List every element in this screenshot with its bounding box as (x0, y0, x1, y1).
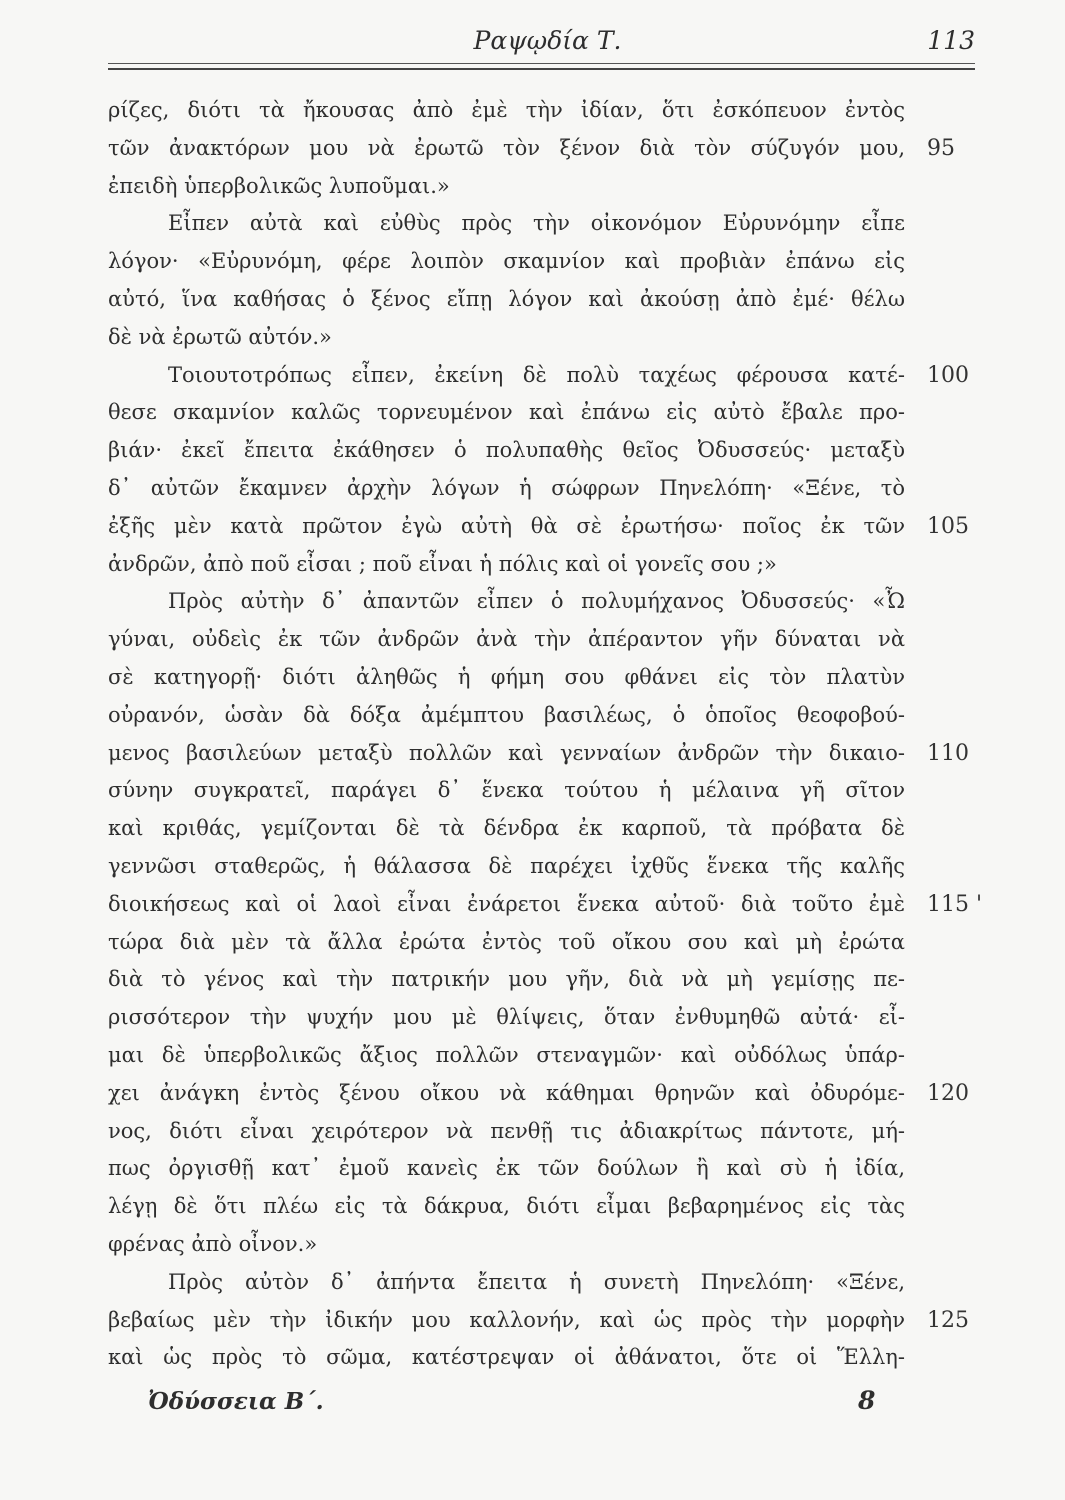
text-line (108, 810, 987, 848)
verse-number: 100 (927, 362, 969, 388)
page-footer (0, 1388, 1065, 1428)
text-line (108, 1339, 987, 1377)
line-text: Πρὸς αὐτὴν δ᾽ ἀπαντῶν εἶπεν ὁ πολυμήχανος Ὀδυσσεύς· «Ὦ (168, 589, 905, 614)
line-text: λέγῃ δὲ ὅτι πλέω εἰς τὰ δάκρυα, διότι εἶμαι βεβαρημένος εἰς τὰς (108, 1194, 905, 1219)
verse-number: 115 ' (927, 891, 983, 917)
line-text: σύνην συγκρατεῖ, παράγει δ᾽ ἕνεκα τούτου ἡ μέλαινα γῆ σῖτον (108, 778, 905, 803)
line-text: καὶ ὡς πρὸς τὸ σῶμα, κατέστρεψαν οἱ ἀθάνατοι, ὅτε οἱ Ἕλλη- (108, 1345, 905, 1370)
text-line (108, 772, 987, 810)
line-text: δ᾽ αὐτῶν ἔκαμνεν ἀρχὴν λόγων ἡ σώφρων Πηνελόπη· «Ξένε, τὸ (108, 475, 905, 500)
text-line (108, 470, 987, 508)
line-text: Πρὸς αὐτὸν δ᾽ ἀπήντα ἔπειτα ἡ συνετὴ Πηνελόπη· «Ξένε, (168, 1269, 905, 1294)
body-text (108, 92, 987, 1377)
line-text: ρίζες, διότι τὰ ἤκουσας ἀπὸ ἐμὲ τὴν ἰδίαν, ὅτι ἐσκόπευον ἐντὸς (108, 98, 905, 122)
text-line (108, 697, 987, 735)
line-text: σὲ κατηγορῇ· διότι ἀληθῶς ἡ φήμη σου φθάνει εἰς τὸν πλατὺν (108, 664, 905, 689)
signature-title: Ὀδύσσεια Β΄. (148, 1388, 324, 1415)
text-line (108, 357, 987, 395)
line-text: καὶ κριθάς, γεμίζονται δὲ τὰ δένδρα ἐκ καρποῦ, τὰ πρόβατα δὲ (108, 816, 905, 841)
signature-mark: 8 (858, 1386, 876, 1415)
text-line (108, 92, 987, 130)
text-line (108, 1113, 987, 1151)
text-line (108, 848, 987, 886)
text-line (108, 546, 987, 584)
text-line (108, 659, 987, 697)
verse-number: 120 (927, 1080, 969, 1106)
line-text: χει ἀνάγκη ἐντὸς ξένου οἴκου νὰ κάθημαι θρηνῶν καὶ ὀδυρόμε- (108, 1080, 905, 1105)
text-line (108, 1075, 987, 1113)
line-text: Τοιουτοτρόπως εἶπεν, ἐκείνη δὲ πολὺ ταχέως φέρουσα κατέ- (168, 362, 905, 387)
running-title: Ραψῳδία Τ. (473, 26, 622, 55)
text-line (108, 319, 987, 357)
text-line (108, 394, 987, 432)
line-text: μενος βασιλεύων μεταξὺ πολλῶν καὶ γενναίων ἀνδρῶν τὴν δικαιο- (108, 740, 905, 765)
text-line (108, 999, 987, 1037)
text-line (108, 735, 987, 773)
text-line (108, 886, 987, 924)
line-text: θεσε σκαμνίον καλῶς τορνευμένον καὶ ἐπάνω εἰς αὐτὸ ἔβαλε προ- (108, 400, 905, 425)
line-text: ρισσότερον τὴν ψυχήν μου μὲ θλίψεις, ὅταν ἐνθυμηθῶ αὐτά· εἶ- (108, 1005, 905, 1030)
line-text: ἐπειδὴ ὑπερβολικῶς λυποῦμαι.» (108, 173, 450, 198)
text-line (108, 168, 987, 206)
text-line (108, 924, 987, 962)
text-line (108, 583, 987, 621)
line-text: Εἶπεν αὐτὰ καὶ εὐθὺς πρὸς τὴν οἰκονόμον Εὐρυνόμην εἶπε (168, 211, 905, 236)
running-head (0, 22, 1065, 62)
line-text: βεβαίως μὲν τὴν ἰδικήν μου καλλονήν, καὶ ὡς πρὸς τὴν μορφὴν (108, 1307, 905, 1332)
text-line (108, 243, 987, 281)
verse-number: 125 (927, 1307, 969, 1333)
line-text: τῶν ἀνακτόρων μου νὰ ἐρωτῶ τὸν ξένον διὰ τὸν σύζυγόν μου, (108, 135, 905, 160)
text-line (108, 1264, 987, 1302)
text-line (108, 1302, 987, 1340)
line-text: λόγον· «Εὐρυνόμη, φέρε λοιπὸν σκαμνίον καὶ προβιὰν ἐπάνω εἰς (108, 249, 905, 274)
text-line (108, 130, 987, 168)
line-text: πως ὀργισθῇ κατ᾽ ἐμοῦ κανεὶς ἐκ τῶν δούλων ἢ καὶ σὺ ἡ ἰδία, (108, 1156, 905, 1181)
line-text: νος, διότι εἶναι χειρότερον νὰ πενθῇ τις ἀδιακρίτως πάντοτε, μή- (108, 1118, 905, 1143)
line-text: διὰ τὸ γένος καὶ τὴν πατρικήν μου γῆν, διὰ νὰ μὴ γεμίσῃς πε- (108, 967, 905, 992)
text-line (108, 621, 987, 659)
verse-number: 105 (927, 513, 969, 539)
line-text: δὲ νὰ ἐρωτῶ αὐτόν.» (108, 324, 332, 349)
verse-number: 110 (927, 740, 969, 766)
text-line (108, 281, 987, 319)
line-text: μαι δὲ ὑπερβολικῶς ἄξιος πολλῶν στεναγμῶν· καὶ οὐδόλως ὑπάρ- (108, 1042, 905, 1067)
text-line (108, 1226, 987, 1264)
text-line (108, 508, 987, 546)
line-text: γύναι, οὐδεὶς ἐκ τῶν ἀνδρῶν ἀνὰ τὴν ἀπέραντον γῆν δύναται νὰ (108, 627, 905, 652)
verse-number: 95 (927, 135, 955, 161)
line-text: γεννῶσι σταθερῶς, ἡ θάλασσα δὲ παρέχει ἰχθῦς ἕνεκα τῆς καλῆς (108, 853, 905, 878)
text-line (108, 1150, 987, 1188)
line-text: βιάν· ἐκεῖ ἔπειτα ἐκάθησεν ὁ πολυπαθὴς θεῖος Ὀδυσσεύς· μεταξὺ (108, 438, 905, 463)
text-line (108, 961, 987, 999)
text-line (108, 1037, 987, 1075)
line-text: οὐρανόν, ὡσὰν δὰ δόξα ἀμέμπτου βασιλέως, ὁ ὁποῖος θεοφοβού- (108, 702, 905, 727)
line-text: ἀνδρῶν, ἀπὸ ποῦ εἶσαι ; ποῦ εἶναι ἡ πόλις καὶ οἱ γονεῖς σου ;» (108, 551, 777, 576)
text-line (108, 1188, 987, 1226)
line-text: ἐξῆς μὲν κατὰ πρῶτον ἐγὼ αὐτὴ θὰ σὲ ἐρωτήσω· ποῖος ἐκ τῶν (108, 513, 905, 538)
line-text: αὐτό, ἵνα καθήσας ὁ ξένος εἴπῃ λόγον καὶ ἀκούσῃ ἀπὸ ἐμέ· θέλω (108, 286, 905, 311)
text-line (108, 205, 987, 243)
line-text: τώρα διὰ μὲν τὰ ἄλλα ἐρώτα ἐντὸς τοῦ οἴκου σου καὶ μὴ ἐρώτα (108, 929, 905, 954)
page-number: 113 (927, 26, 975, 55)
header-double-rule (108, 63, 975, 70)
text-line (108, 432, 987, 470)
line-text: φρένας ἀπὸ οἶνον.» (108, 1231, 318, 1256)
line-text: διοικήσεως καὶ οἱ λαοὶ εἶναι ἐνάρετοι ἕνεκα αὐτοῦ· διὰ τοῦτο ἐμὲ (108, 891, 905, 916)
